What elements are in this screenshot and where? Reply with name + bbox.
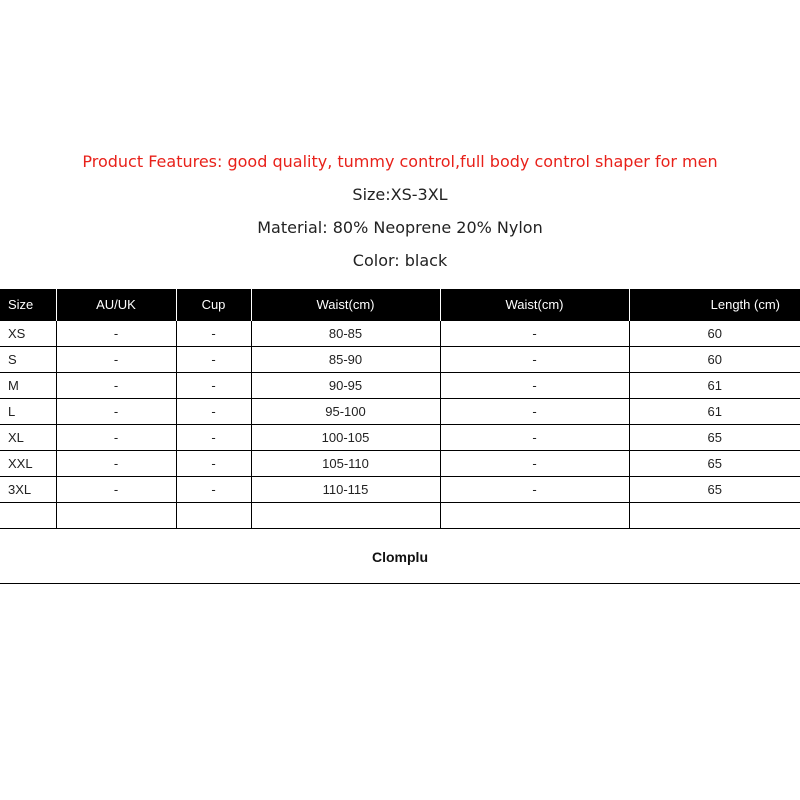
cell-waist-2: - — [440, 373, 629, 399]
table-header-row — [0, 289, 800, 321]
cell-cup: - — [176, 399, 251, 425]
size-chart-table — [0, 289, 800, 529]
color-text: Color: black — [352, 251, 448, 270]
cell-waist: 85-90 — [251, 347, 440, 373]
header-waist: Waist(cm) — [251, 289, 440, 321]
cell-size: M — [0, 373, 56, 399]
cell-size: XL — [0, 425, 56, 451]
cell-au-uk: - — [56, 477, 176, 503]
cell-waist-2: - — [440, 347, 629, 373]
cell-waist: 100-105 — [251, 425, 440, 451]
cell-size: XXL — [0, 451, 56, 477]
cell-waist: 90-95 — [251, 373, 440, 399]
brand-name: Clomplu — [372, 549, 428, 565]
cell-empty — [0, 503, 56, 529]
cell-empty — [251, 503, 440, 529]
header-au-uk: AU/UK — [56, 289, 176, 321]
cell-waist: 105-110 — [251, 451, 440, 477]
cell-size: S — [0, 347, 56, 373]
table-row — [0, 347, 800, 373]
cell-cup: - — [176, 373, 251, 399]
cell-length: 65 — [629, 451, 800, 477]
cell-length: 60 — [629, 347, 800, 373]
cell-cup: - — [176, 347, 251, 373]
cell-au-uk: - — [56, 399, 176, 425]
cell-au-uk: - — [56, 373, 176, 399]
table-row — [0, 399, 800, 425]
cell-au-uk: - — [56, 451, 176, 477]
cell-empty — [440, 503, 629, 529]
cell-empty — [629, 503, 800, 529]
cell-cup: - — [176, 425, 251, 451]
header-length: Length (cm) — [629, 289, 800, 321]
cell-au-uk: - — [56, 425, 176, 451]
product-features-text: Product Features: good quality, tummy control,full body control shaper for men — [82, 152, 718, 171]
cell-cup: - — [176, 451, 251, 477]
cell-waist-2: - — [440, 425, 629, 451]
table-row — [0, 425, 800, 451]
cell-size: L — [0, 399, 56, 425]
cell-au-uk: - — [56, 347, 176, 373]
cell-size: 3XL — [0, 477, 56, 503]
cell-length: 61 — [629, 373, 800, 399]
header-waist-2: Waist(cm) — [440, 289, 629, 321]
cell-cup: - — [176, 321, 251, 347]
table-row-empty — [0, 503, 800, 529]
cell-length: 65 — [629, 425, 800, 451]
table-row — [0, 477, 800, 503]
cell-au-uk: - — [56, 321, 176, 347]
table-row — [0, 373, 800, 399]
cell-waist-2: - — [440, 399, 629, 425]
cell-cup: - — [176, 477, 251, 503]
size-range-text: Size:XS-3XL — [352, 185, 448, 204]
cell-length: 61 — [629, 399, 800, 425]
brand-row — [0, 528, 800, 584]
cell-length: 60 — [629, 321, 800, 347]
cell-waist: 95-100 — [251, 399, 440, 425]
header-size: Size — [0, 289, 56, 321]
header-cup: Cup — [176, 289, 251, 321]
cell-empty — [176, 503, 251, 529]
cell-length: 65 — [629, 477, 800, 503]
cell-waist-2: - — [440, 321, 629, 347]
cell-empty — [56, 503, 176, 529]
cell-waist: 110-115 — [251, 477, 440, 503]
cell-size: XS — [0, 321, 56, 347]
cell-waist-2: - — [440, 477, 629, 503]
material-text: Material: 80% Neoprene 20% Nylon — [257, 218, 543, 237]
table-row — [0, 321, 800, 347]
table-row — [0, 451, 800, 477]
cell-waist: 80-85 — [251, 321, 440, 347]
cell-waist-2: - — [440, 451, 629, 477]
